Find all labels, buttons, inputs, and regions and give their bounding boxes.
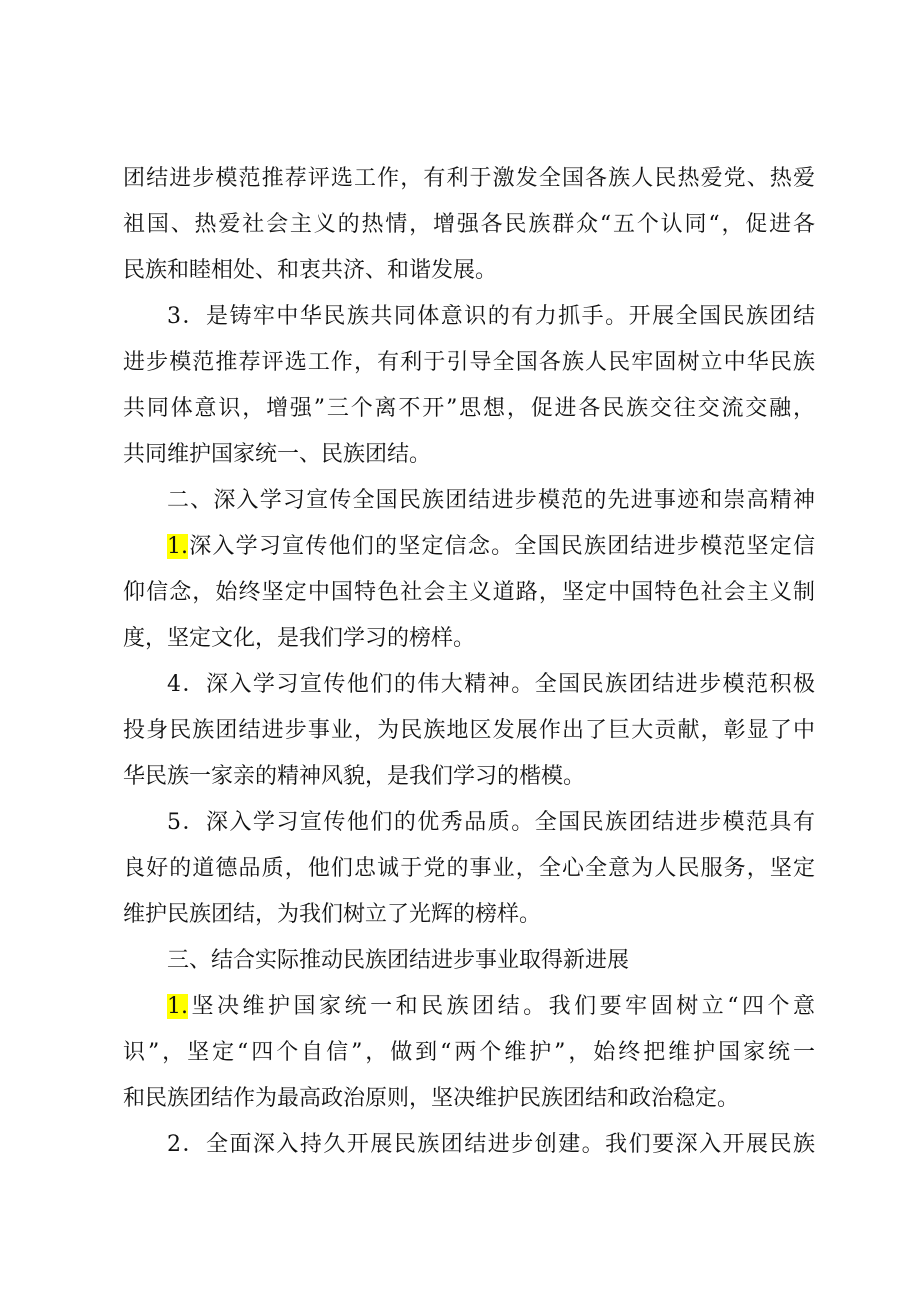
paragraph-line: 5．深入学习宣传他们的优秀品质。全国民族团结进步模范具有	[167, 810, 815, 835]
paragraph-line	[123, 524, 815, 570]
highlighted-list-number: 1.	[167, 994, 188, 1019]
paragraph-line: 3．是铸牢中华民族共同体意识的有力抓手。开展全国民族团结	[167, 304, 815, 329]
paragraph-line: 2．全面深入持久开展民族团结进步创建。我们要深入开展民族	[167, 1132, 815, 1157]
paragraph-line: 共同体意识，增强”三个离不开”思想，促进各民族交往交流交融，	[123, 396, 815, 421]
highlighted-list-number: 1.	[167, 534, 188, 559]
paragraph-line: 祖国、热爱社会主义的热情，增强各民族群众“五个认同“，促进各	[123, 212, 815, 237]
paragraph-line: 识”，坚定“四个自信”，做到“两个维护”，始终把维护国家统一	[123, 1040, 815, 1065]
paragraph-line: 民族和睦相处、和衷共济、和谐发展。	[123, 258, 498, 283]
paragraph-line: 进步模范推荐评选工作，有利于引导全国各族人民牢固树立中华民族	[123, 350, 815, 375]
section-heading: 三、结合实际推动民族团结进步事业取得新进展	[167, 948, 630, 973]
paragraph-line: 和民族团结作为最高政治原则，坚决维护民族团结和政治稳定。	[123, 1086, 740, 1111]
section-heading: 二、深入学习宣传全国民族团结进步模范的先进事迹和崇高精神	[167, 488, 815, 513]
document-body	[123, 156, 815, 1168]
paragraph-line: 华民族一家亲的精神风貌，是我们学习的楷模。	[123, 764, 586, 789]
paragraph-line: 投身民族团结进步事业，为民族地区发展作出了巨大贡献，彰显了中	[123, 718, 815, 743]
paragraph-line: 4．深入学习宣传他们的伟大精神。全国民族团结进步模范积极	[167, 672, 815, 697]
paragraph-line-text: 深入学习宣传他们的坚定信念。全国民族团结进步模范坚定信	[188, 534, 815, 559]
paragraph-line: 良好的道德品质，他们忠诚于党的事业，全心全意为人民服务，坚定	[123, 856, 815, 881]
paragraph-line: 团结进步模范推荐评选工作，有利于激发全国各族人民热爱党、热爱	[123, 166, 815, 191]
paragraph-line-text: 坚决维护国家统一和民族团结。我们要牢固树立“四个意	[188, 994, 815, 1019]
paragraph-line	[123, 984, 815, 1030]
paragraph-line: 仰信念，始终坚定中国特色社会主义道路，坚定中国特色社会主义制	[123, 580, 815, 605]
paragraph-line: 度，坚定文化，是我们学习的榜样。	[123, 626, 476, 651]
paragraph-line: 维护民族团结，为我们树立了光辉的榜样。	[123, 902, 542, 927]
paragraph-line: 共同维护国家统一、民族团结。	[123, 442, 432, 467]
